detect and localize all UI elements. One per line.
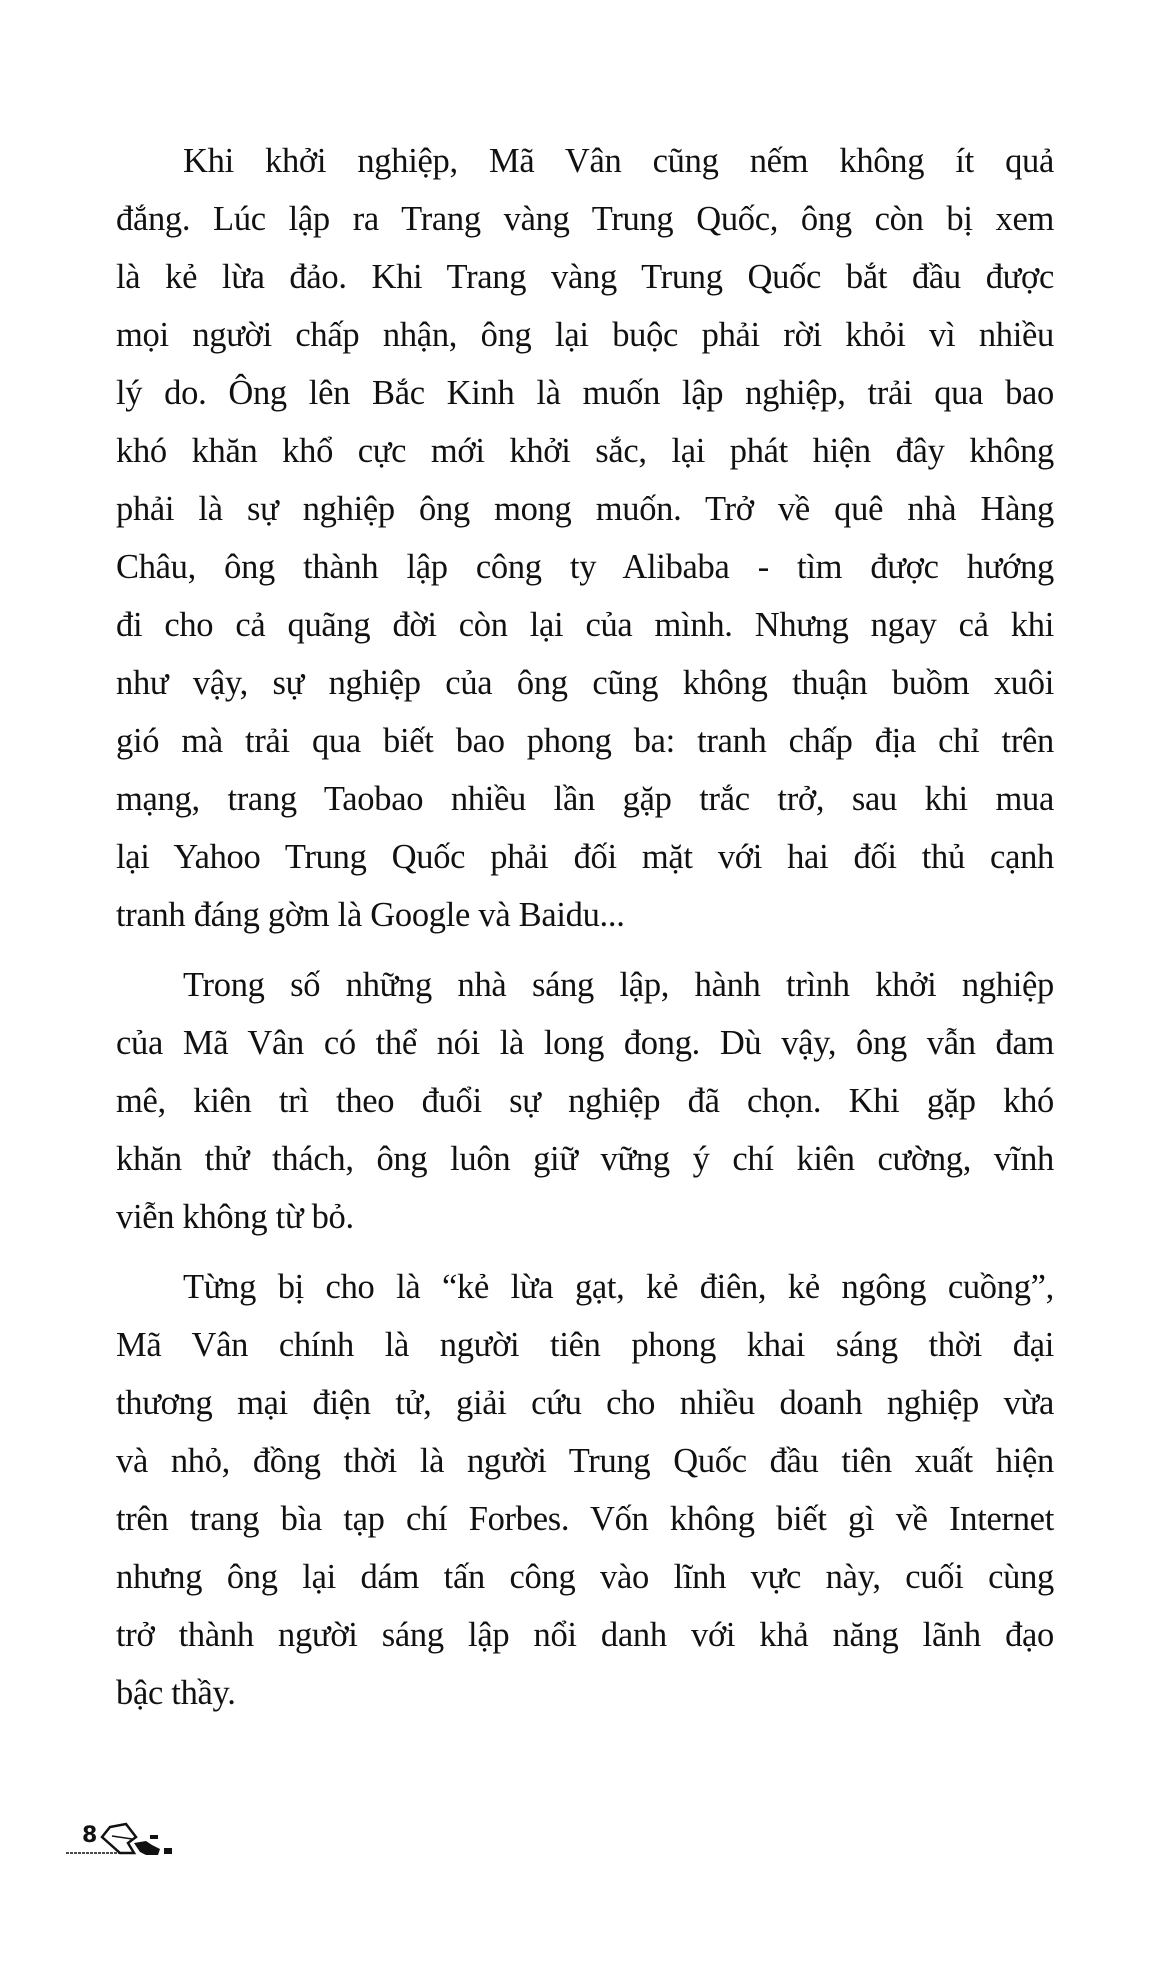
text-line: và nhỏ, đồng thời là người Trung Quốc đầu tiên xuất hiện — [116, 1442, 1054, 1480]
text-line: tranh đáng gờm là Google và Baidu... — [116, 896, 625, 934]
text-line: của Mã Vân có thể nói là long đong. Dù vậy, ông vẫn đam — [116, 1024, 1054, 1062]
text-line: mê, kiên trì theo đuổi sự nghiệp đã chọn. Khi gặp khó — [116, 1082, 1054, 1120]
text-line: khăn thử thách, ông luôn giữ vững ý chí kiên cường, vĩnh — [116, 1140, 1054, 1178]
text-line: trở thành người sáng lập nổi danh với khả năng lãnh đạo — [116, 1616, 1054, 1654]
text-line: mạng, trang Taobao nhiều lần gặp trắc trở, sau khi mua — [116, 780, 1054, 818]
text-line: Từng bị cho là “kẻ lừa gạt, kẻ điên, kẻ ngông cuồng”, — [183, 1268, 1054, 1306]
text-line: lại Yahoo Trung Quốc phải đối mặt với hai đối thủ cạnh — [116, 838, 1054, 876]
text-line: phải là sự nghiệp ông mong muốn. Trở về quê nhà Hàng — [116, 490, 1054, 528]
text-line: nhưng ông lại dám tấn công vào lĩnh vực này, cuối cùng — [116, 1558, 1054, 1596]
page-number: 8 — [82, 1823, 98, 1848]
text-line: trên trang bìa tạp chí Forbes. Vốn không biết gì về Internet — [116, 1500, 1054, 1538]
body-text — [116, 132, 1054, 1734]
text-line: Mã Vân chính là người tiên phong khai sáng thời đại — [116, 1326, 1054, 1364]
text-line: gió mà trải qua biết bao phong ba: tranh chấp địa chỉ trên — [116, 722, 1054, 760]
paragraph — [116, 132, 1054, 944]
text-line: lý do. Ông lên Bắc Kinh là muốn lập nghiệp, trải qua bao — [116, 374, 1054, 412]
text-line: khó khăn khổ cực mới khởi sắc, lại phát hiện đây không — [116, 432, 1054, 470]
text-line: là kẻ lừa đảo. Khi Trang vàng Trung Quốc bắt đầu được — [116, 258, 1054, 296]
text-line: đắng. Lúc lập ra Trang vàng Trung Quốc, ông còn bị xem — [116, 200, 1054, 238]
text-line: Khi khởi nghiệp, Mã Vân cũng nếm không ít quả — [183, 142, 1054, 180]
text-line: mọi người chấp nhận, ông lại buộc phải rời khỏi vì nhiều — [116, 316, 1054, 354]
text-line: đi cho cả quãng đời còn lại của mình. Nhưng ngay cả khi — [116, 606, 1054, 644]
text-line: Châu, ông thành lập công ty Alibaba - tìm được hướng — [116, 548, 1054, 586]
text-line: như vậy, sự nghiệp của ông cũng không thuận buồm xuôi — [116, 664, 1054, 702]
paragraph — [116, 1258, 1054, 1722]
paragraph — [116, 956, 1054, 1246]
text-line: viễn không từ bỏ. — [116, 1198, 354, 1236]
text-line: Trong số những nhà sáng lập, hành trình khởi nghiệp — [183, 966, 1054, 1004]
page-footer — [60, 1815, 210, 1865]
climber-ornament-icon — [60, 1815, 210, 1865]
text-line: bậc thầy. — [116, 1674, 236, 1712]
text-line: thương mại điện tử, giải cứu cho nhiều doanh nghiệp vừa — [116, 1384, 1054, 1422]
